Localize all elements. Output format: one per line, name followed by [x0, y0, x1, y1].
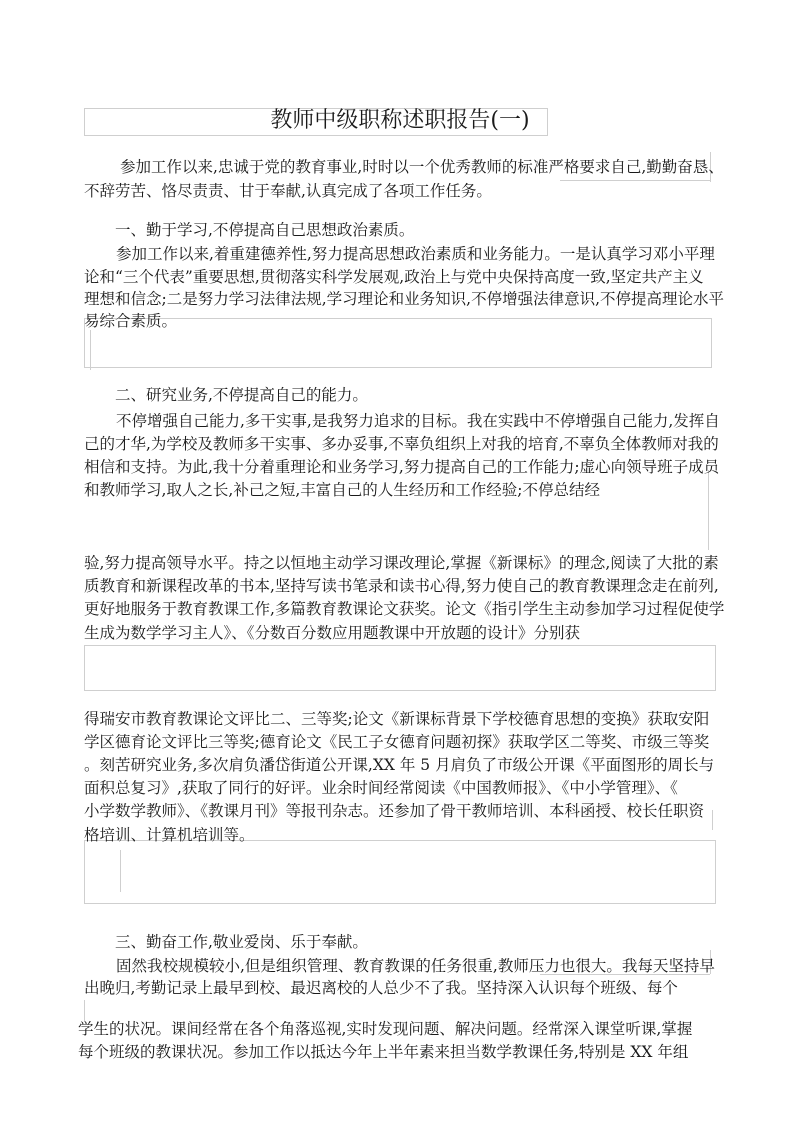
paragraph-line: 参加工作以来,忠诚于党的教育事业,时时以一个优秀教师的标准严格要求自己,勤勤奋恳、	[120, 158, 724, 176]
section-heading: 二、研究业务,不停提高自己的能力。	[115, 386, 368, 404]
paragraph-line: 己的才华,为学校及教师多干实事、多办妥事,不辜负组织上对我的培育,不辜负全体教师对我的	[84, 435, 719, 453]
scan-border-artifact	[84, 840, 716, 904]
document-title: 教师中级职称述职报告(一)	[270, 108, 530, 133]
section-heading: 三、勤奋工作,敬业爱岗、乐于奉献。	[115, 933, 368, 951]
scan-border-artifact	[120, 850, 141, 892]
paragraph-line: 。刻苦研究业务,多次肩负潘岱街道公开课,XX 年 5 月肩负了市级公开课《平面图形的周长与	[84, 756, 715, 774]
paragraph-line: 出晚归,考勤记录上最早到校、最迟离校的人总少不了我。坚持深入认识每个班级、每个	[84, 979, 678, 997]
paragraph-line: 理想和信念;二是努力学习法律法规,学习理论和业务知识,不停增强法律意识,不停提高理论水平	[84, 290, 725, 308]
section-heading: 一、勤于学习,不停提高自己思想政治素质。	[115, 221, 415, 239]
paragraph-line: 小学数学教师》、《教课月刊》等报刊杂志。还参加了骨干教师培训、本科函授、校长任职资	[84, 802, 705, 820]
paragraph-line: 学区德育论文评比三等奖;德育论文《民工子女德育问题初探》获取学区二等奖、市级三等奖	[84, 733, 710, 751]
paragraph-line: 得瑞安市教育教课论文评比二、三等奖;论文《新课标背景下学校德育思想的变换》获取安阳	[84, 710, 710, 728]
paragraph-line: 参加工作以来,着重建德养性,努力提高思想政治素质和业务能力。一是认真学习邓小平理	[116, 245, 715, 263]
paragraph-line: 不辞劳苦、恪尽责责、甘于奉献,认真完成了各项工作任务。	[84, 182, 492, 200]
paragraph-line: 每个班级的教课状况。参加工作以抵达今年上半年素来担当数学教课任务,特别是 XX 年组	[78, 1043, 689, 1061]
scan-border-artifact	[90, 330, 111, 370]
paragraph-line: 学生的状况。课间经常在各个角落巡视,实时发现问题、解决问题。经常深入课堂听课,掌握	[78, 1020, 693, 1038]
paragraph-line: 固然我校规模较小,但是组织管理、教育教课的任务很重,教师压力也很大。我每天坚持早	[116, 957, 715, 975]
paragraph-line: 面积总复习》,获取了同行的好评。业余时间经常阅读《中国教师报》、《中小学管理》、《	[84, 779, 678, 797]
paragraph-line: 更好地服务于教育教课工作,多篇教育教课论文获奖。论文《指引学生主动参加学习过程促使学	[84, 600, 725, 618]
paragraph-line: 生成为数学学习主人》、《分数百分数应用题教课中开放题的设计》分别获	[84, 624, 581, 642]
paragraph-line: 和教师学习,取人之长,补己之短,丰富自己的人生经历和工作经验;不停总结经	[84, 481, 601, 499]
paragraph-line: 相信和支持。为此,我十分着重理论和业务学习,努力提高自己的工作能力;虚心向领导班子成员	[84, 458, 720, 476]
paragraph-line: 验,努力提高领导水平。持之以恒地主动学习课改理论,掌握《新课标》的理念,阅读了大批的素	[84, 554, 719, 572]
paragraph-line: 格培训、计算机培训等。	[84, 826, 255, 844]
paragraph-line: 质教育和新课程改革的书本,坚持写读书笔录和读书心得,努力使自己的教育教课理念走在前列,	[84, 577, 719, 595]
paragraph-line: 易综合素质。	[84, 312, 178, 330]
scan-border-artifact	[84, 645, 716, 691]
paragraph-line: 论和“三个代表”重要思想,贯彻落实科学发展观,政治上与党中央保持高度一致,坚定共产主义	[84, 268, 704, 286]
paragraph-line: 不停增强自己能力,多干实事,是我努力追求的目标。我在实践中不停增强自己能力,发挥自	[116, 412, 720, 430]
